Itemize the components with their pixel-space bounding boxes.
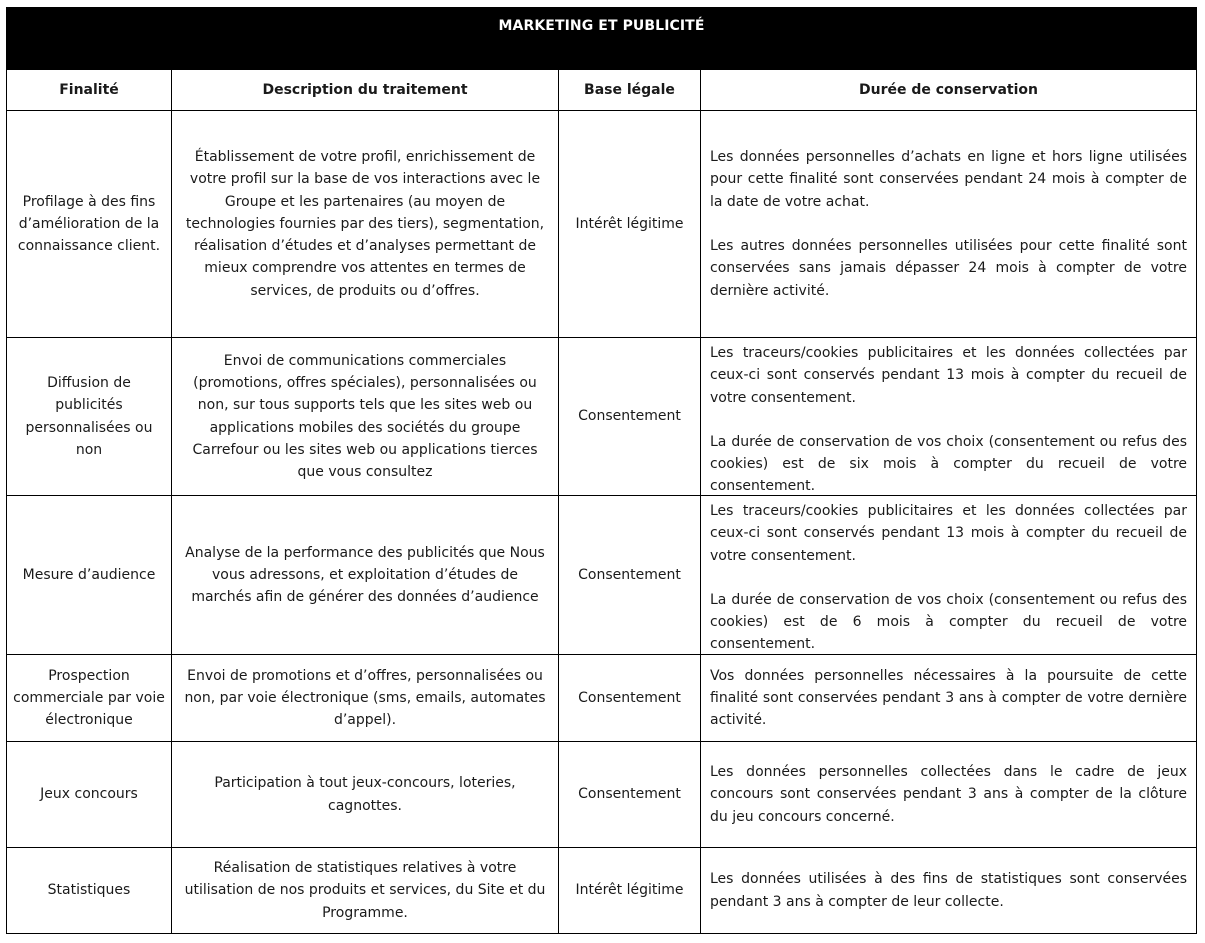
header-description: Description du traitement: [172, 70, 559, 110]
description-cell: Établissement de votre profil, enrichissement de votre profil sur la base de vos interactions avec le Groupe et les partenaires (au moyen de technologies fournies par des tiers), segmentation, réalisation d’études et d’analyses permettant de mieux comprendre vos attentes en termes de services, de produits ou d’offres.: [172, 111, 559, 337]
retention-paragraph: La durée de conservation de vos choix (consentement ou refus des cookies) est de six mois à compter du recueil de votre consentement.: [710, 433, 1187, 495]
legal-basis-cell: Consentement: [559, 496, 701, 654]
description-cell: Envoi de promotions et d’offres, personnalisées ou non, par voie électronique (sms, emails, automates d’appel).: [172, 655, 559, 741]
purpose-cell: Prospection commerciale par voie électronique: [7, 655, 172, 741]
retention-paragraph: Les traceurs/cookies publicitaires et les données collectées par ceux-ci sont conservés pendant 13 mois à compter du recueil de votre consentement.: [710, 503, 1187, 564]
retention-paragraph: Les autres données personnelles utilisées pour cette finalité sont conservées sans jamais dépasser 24 mois à compter de votre dernière activité.: [710, 238, 1187, 299]
table-row: [7, 496, 1196, 655]
description-cell: Réalisation de statistiques relatives à votre utilisation de nos produits et services, du Site et du Programme.: [172, 848, 559, 933]
header-retention: Durée de conservation: [858, 81, 1038, 98]
description-cell: Envoi de communications commerciales (promotions, offres spéciales), personnalisées ou non, sur tous supports tels que les sites web ou applications mobiles des sociétés du groupe Carrefour ou les sites web ou applications tierces que vous consultez: [172, 338, 559, 495]
header-legal-basis: Base légale: [559, 70, 701, 110]
retention-cell: [701, 848, 1196, 933]
table-row: [7, 742, 1196, 848]
retention-cell: [701, 338, 1196, 495]
retention-paragraph: La durée de conservation de vos choix (consentement ou refus des cookies) est de 6 mois à compter du recueil de votre consentement.: [710, 591, 1187, 653]
retention-paragraph: Les données personnelles d’achats en ligne et hors ligne utilisées pour cette finalité sont conservées pendant 24 mois à compter de la date de votre achat.: [710, 149, 1187, 210]
header-row: [7, 70, 1196, 111]
retention-paragraph: Les traceurs/cookies publicitaires et les données collectées par ceux-ci sont conservés pendant 13 mois à compter du recueil de votre consentement.: [710, 345, 1187, 406]
description-cell: Analyse de la performance des publicités que Nous vous adressons, et exploitation d’études de marchés afin de générer des données d’audience: [172, 496, 559, 654]
retention-paragraph: Vos données personnelles nécessaires à la poursuite de cette finalité sont conservées pendant 3 ans à compter de votre dernière activité.: [710, 667, 1187, 729]
purpose-cell: Statistiques: [7, 848, 172, 933]
table-row: [7, 338, 1196, 496]
retention-cell: [701, 742, 1196, 847]
table-row: [7, 655, 1196, 742]
table-row: [7, 848, 1196, 934]
table-row: [7, 111, 1196, 338]
retention-cell: [701, 496, 1196, 654]
legal-basis-cell: Consentement: [559, 338, 701, 495]
legal-basis-cell: Consentement: [559, 655, 701, 741]
table-grid: [6, 70, 1197, 934]
table-title: MARKETING ET PUBLICITÉ: [6, 7, 1197, 70]
retention-cell: [701, 111, 1196, 337]
retention-paragraph: Les données personnelles collectées dans le cadre de jeux concours sont conservées pendant 3 ans à compter de la clôture du jeu concours concerné.: [710, 764, 1187, 825]
legal-basis-cell: Intérêt légitime: [559, 848, 701, 933]
purpose-cell: Diffusion de publicités personnalisées ou non: [7, 338, 172, 495]
legal-basis-cell: Intérêt légitime: [559, 111, 701, 337]
retention-paragraph: Les données utilisées à des fins de statistiques sont conservées pendant 3 ans à compter de leur collecte.: [710, 871, 1187, 910]
legal-basis-cell: Consentement: [559, 742, 701, 847]
purpose-cell: Mesure d’audience: [7, 496, 172, 654]
description-cell: Participation à tout jeux-concours, loteries, cagnottes.: [172, 742, 559, 847]
header-purpose: Finalité: [7, 70, 172, 110]
purpose-cell: Jeux concours: [7, 742, 172, 847]
retention-cell: [701, 655, 1196, 741]
purpose-cell: Profilage à des fins d’amélioration de la connaissance client.: [7, 111, 172, 337]
